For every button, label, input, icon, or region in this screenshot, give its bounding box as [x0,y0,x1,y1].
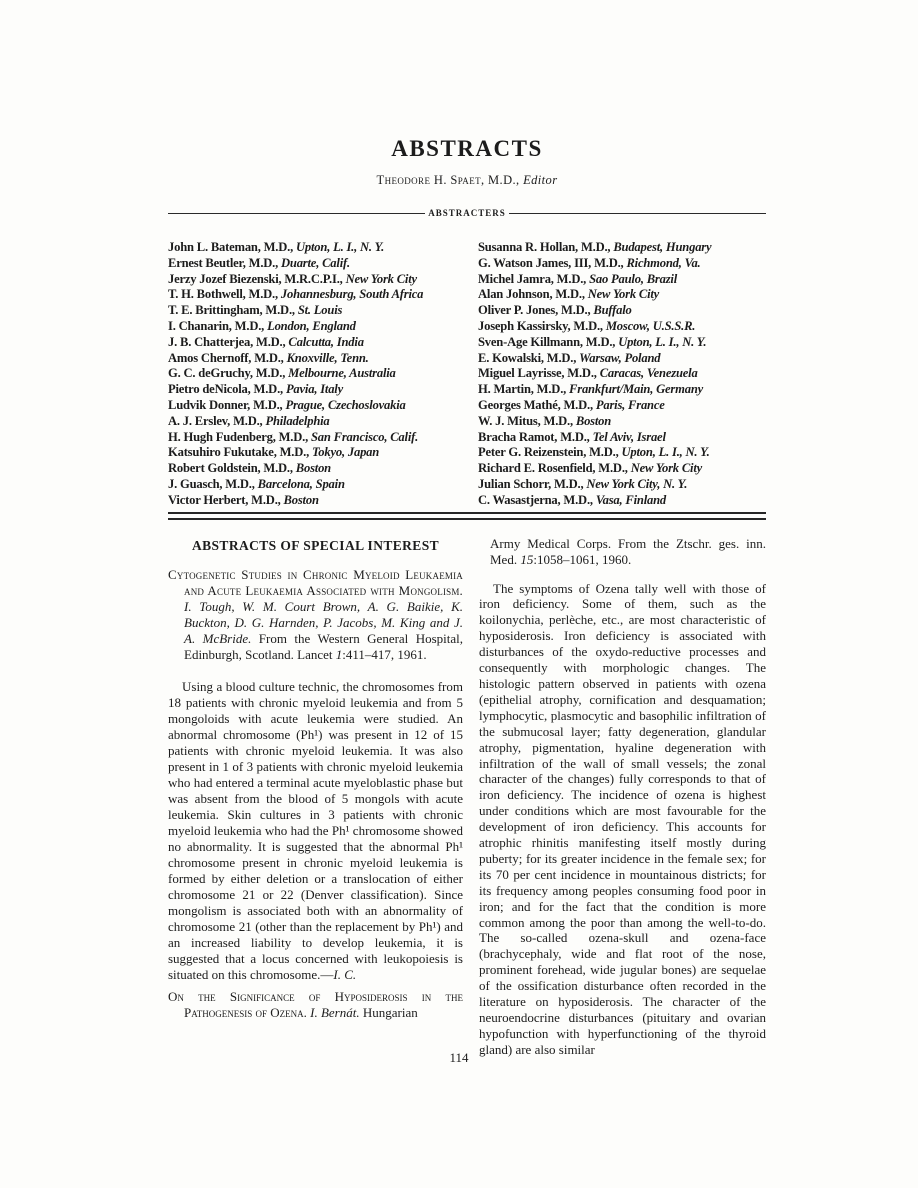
abstract-2-citation-left [168,989,463,1021]
abstracter-name: Georges Mathé, M.D., [478,397,593,412]
abstracter-location: Upton, L. I., N. Y. [621,445,710,460]
abstracter-location: Pavia, Italy [285,382,343,397]
abstracter-location: Boston [575,413,612,428]
abstracter-entry [168,493,466,509]
abstract-1-source-pages: :411–417, 1961. [342,646,427,662]
abstracter-location: Philadelphia [265,413,330,428]
rule-segment-right [509,213,766,214]
abstracter-name: Michel Jamra, M.D., [478,271,587,286]
page-content [168,136,766,1058]
abstracter-entry [168,430,466,446]
abstracter-name: W. J. Mitus, M.D., [478,413,573,428]
abstracter-entry [478,430,766,446]
abstracter-location: Warsaw, Poland [579,350,661,365]
abstracter-entry [168,351,466,367]
abstracter-entry [478,461,766,477]
abstracter-entry [478,335,766,351]
abstracter-entry [478,256,766,272]
abstracter-name: Alan Johnson, M.D., [478,287,585,302]
section-heading: ABSTRACTS OF SPECIAL INTEREST [191,537,440,553]
editor-role: Editor [523,173,558,187]
abstracter-name: G. C. deGruchy, M.D., [168,366,286,381]
abstracter-entry [478,382,766,398]
page-number: 114 [449,1050,469,1065]
abstract-2-citation-continuation [479,536,766,568]
abstract-2-source: Army Medical Corps. From the Ztschr. ges. inn. Med. [490,535,766,567]
abstracter-location: Paris, France [595,397,665,412]
abstracter-entry [478,319,766,335]
abstracter-entry [168,240,466,256]
abstracter-name: Ludvik Donner, M.D., [168,397,283,412]
abstracter-location: Prague, Czechoslovakia [285,397,406,412]
abstracter-entry [478,272,766,288]
abstracter-name: Miguel Layrisse, M.D., [478,366,597,381]
page-title: ABSTRACTS [391,136,543,161]
abstracter-name: Bracha Ramot, M.D., [478,429,590,444]
abstract-1-title: Cytogenetic Studies in Chronic Myeloid Leukaemia and Acute Leukaemia Associated with Mongolism. [168,566,463,598]
abstracter-entry [478,303,766,319]
abstracter-entry [168,382,466,398]
abstracter-name: J. Guasch, M.D., [168,476,255,491]
abstracter-entry [168,287,466,303]
abstracter-location: St. Louis [297,303,343,318]
abstracter-name: Joseph Kassirsky, M.D., [478,318,603,333]
abstracter-name: Ernest Beutler, M.D., [168,255,279,270]
abstract-1-body [168,679,463,983]
abstract-columns [168,536,766,1058]
abstracter-name: Sven-Age Killmann, M.D., [478,334,616,349]
abstracter-location: Caracas, Venezuela [599,366,698,381]
abstracter-location: Budapest, Hungary [613,240,712,254]
abstracter-location: Sao Paulo, Brazil [589,271,678,286]
abstract-1-source-volume: 1 [335,646,343,662]
abstracter-location: Moscow, U.S.S.R. [605,318,696,333]
abstracter-location: Calcutta, India [288,334,364,349]
abstracter-entry [478,287,766,303]
abstracter-location: Upton, L. I., N. Y. [296,240,385,254]
abstracter-name: H. Hugh Fudenberg, M.D., [168,429,309,444]
abstracter-name: Pietro deNicola, M.D., [168,382,283,397]
abstracter-location: New York City [345,271,417,286]
double-rule [168,512,766,520]
abstracter-list-right [478,240,766,509]
abstracter-location: New York City [587,287,660,302]
abstracter-name: Oliver P. Jones, M.D., [478,303,591,318]
abstracter-location: Tokyo, Japan [311,445,380,460]
abstract-2-affiliation-fragment: Hungarian [362,1004,418,1020]
abstracter-name: John L. Bateman, M.D., [168,240,294,254]
editor-degree: M.D., [488,173,520,187]
abstracter-entry [168,366,466,382]
abstracter-location: New York City, N. Y. [586,476,688,491]
abstracter-name: J. B. Chatterjea, M.D., [168,334,286,349]
abstracter-location: Melbourne, Australia [288,366,396,381]
abstract-2-body: The symptoms of Ozena tally well with those of iron deficiency. Some of them, such as the koilonychia, perlèche, etc., are most characteristic of hyposiderosis. Iron deficiency is associated with disturbances of the oxydo-reductive processes and consequently with morphologic changes. The histologic pattern observed in patients with ozena (epithelial atrophy, cornification and desquamation; lymphocytic, plasmocytic and basophilic infiltration of the submucosal layer; fatty degeneration, glandular atrophy, pigmentation, hyaline degeneration with infiltration of the wall of small vessels; the zonal character of the changes) fully corresponds to that of iron deficiency. The incidence of ozena is highest under conditions which are most favourable for the development of iron deficiency. This accounts for atrophic rhinitis manifesting itself mostly during puberty; for its greater incidence in the female sex; for its 70 per cent incidence in mountainous districts; for its frequency among peoples consuming food poor in iron; and for the fact that the condition is more common among the poor than among the well-to-do. The so-called ozena-skull and ozena-face (brachycephaly, wide and flat root of the nose, prominent forehead, wide jugular bones) are sequelae of the ossification disturbance often recorded in the literature on hyposiderosis. The character of the neuroendocrine disturbances (pituitary and ovarian hypofunction with hyperfunctioning of the thyroid gland) are also similar [479,580,766,1057]
abstracter-name: T. H. Bothwell, M.D., [168,287,278,302]
abstracter-entry [478,445,766,461]
abstracter-entry [478,477,766,493]
abstracter-name: Richard E. Rosenfield, M.D., [478,461,628,476]
abstracter-entry [478,398,766,414]
abstracter-location: Frankfurt/Main, Germany [569,382,704,397]
abstracter-name: Susanna R. Hollan, M.D., [478,240,611,254]
abstracter-name: Katsuhiro Fukutake, M.D., [168,445,310,460]
abstracter-location: Buffalo [593,303,632,318]
abstracter-location: Duarte, Calif. [281,255,350,270]
abstracter-name: Victor Herbert, M.D., [168,492,281,507]
abstracter-list-left [168,240,466,509]
abstracter-name: G. Watson James, III, M.D., [478,255,624,270]
column-left [168,536,463,1058]
rule-segment-left [168,213,425,214]
abstract-1-body-text: Using a blood culture technic, the chromosomes from 18 patients with chronic myeloid leukemia and from 5 mongoloids with acute leukemia were studied. An abnormal chromosome (Ph¹) was present in 12 of 15 patients with chronic myeloid leukemia. It was also present in 1 of 3 patients with chronic myeloid leukemia who had entered a terminal acute myeloblastic phase but was absent from the blood of 5 mongols with acute leukemia. Skin cultures in 3 patients with chronic myeloid leukemia who had the Ph¹ chromosome showed no abnormality. It is suggested that the abnormal Ph¹ chromosome present in chronic myeloid leukemia is formed by either deletion or a translocation of either chromosome 21 or 22 (Denver classification). Since mongolism is associated both with an abnormality of chromosome 21 (other than the replacement by Ph¹) and an increased liability to develop leukemia, it is suggested that a locus concerned with leukopoiesis is situated on this chromosome.— [168,678,463,982]
abstracter-name: Peter G. Reizenstein, M.D., [478,445,619,460]
abstract-2-author: I. Bernát. [310,1004,360,1020]
abstract-2-source-volume: 15 [520,551,534,567]
abstracter-name: Robert Goldstein, M.D., [168,461,293,476]
abstract-1-citation [168,567,463,663]
abstracter-location: Boston [283,492,319,507]
abstract-1-authors: I. Tough, W. M. Court Brown, A. G. Baikie, K. Buckton, D. G. Harnden, P. Jacobs, M. King and J. A. McBride. [184,598,463,646]
abstracter-location: Tel Aviv, Israel [592,429,666,444]
abstracter-entry [168,445,466,461]
abstracter-name: E. Kowalski, M.D., [478,350,577,365]
abstracter-name: T. E. Brittingham, M.D., [168,303,295,318]
abstract-2-title: On the Significance of Hyposiderosis in the Pathogenesis of Ozena. [168,988,463,1020]
abstracter-location: Richmond, Va. [626,255,701,270]
abstracter-entry [168,477,466,493]
abstracter-entry [478,414,766,430]
abstracter-name: Julian Schorr, M.D., [478,476,584,491]
abstracter-entry [168,256,466,272]
abstracter-location: London, England [267,318,356,333]
abstracter-name: H. Martin, M.D., [478,382,567,397]
abstracter-entry [478,240,766,256]
abstracter-location: Johannesburg, South Africa [280,287,424,302]
abstracter-location: Upton, L. I., N. Y. [618,334,707,349]
abstracter-name: A. J. Erslev, M.D., [168,413,263,428]
abstracter-location: Boston [295,461,331,476]
abstracter-name: C. Wasastjerna, M.D., [478,492,593,507]
abstracter-name: Amos Chernoff, M.D., [168,350,284,365]
abstracter-entry [168,461,466,477]
abstracter-entry [168,303,466,319]
abstracter-name: I. Chanarin, M.D., [168,318,265,333]
abstracter-entry [168,414,466,430]
abstracter-entry [168,272,466,288]
abstract-1-reviewer-initials: I. C. [333,966,357,982]
abstract-2-source-pages: :1058–1061, 1960. [533,551,632,567]
abstracter-entry [168,319,466,335]
abstracter-entry [478,493,766,509]
abstracter-location: Knoxville, Tenn. [286,350,369,365]
editor-name: Theodore H. Spaet, [376,173,485,187]
abstracter-location: San Francisco, Calif. [311,429,419,444]
editor-line [168,173,766,188]
abstracter-roster [168,240,766,509]
abstracter-location: Barcelona, Spain [257,476,345,491]
abstracters-label: ABSTRACTERS [428,208,506,218]
abstracter-entry [168,398,466,414]
abstracter-entry [168,335,466,351]
abstracter-location: Vasa, Finland [595,492,667,507]
column-right [479,536,766,1058]
abstracter-entry [478,351,766,367]
abstracters-rule [168,209,766,218]
abstracter-name: Jerzy Jozef Biezenski, M.R.C.P.I., [168,271,343,286]
abstracter-entry [478,366,766,382]
abstract-1-source: From the Western General Hospital, Edinburgh, Scotland. Lancet [184,630,464,662]
abstracter-location: New York City [630,461,703,476]
